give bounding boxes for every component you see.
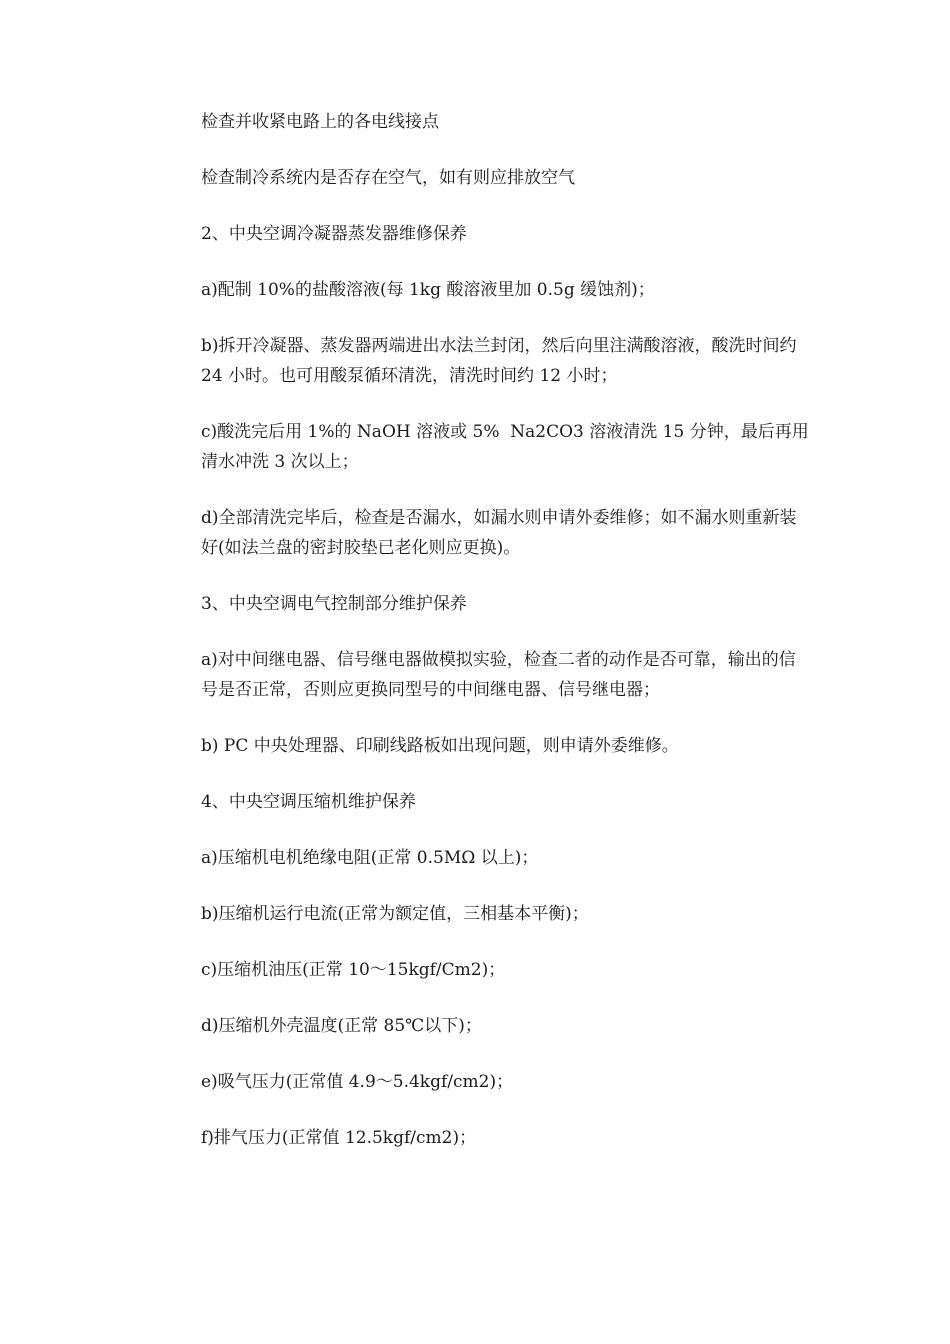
paragraph-check-air-in-system: 检查制冷系统内是否存在空气，如有则应排放空气 <box>201 168 575 188</box>
document-body <box>201 107 811 1179</box>
list-item-shell-temperature: d)压缩机外壳温度(正常 85℃以下)； <box>201 1016 482 1036</box>
list-item-suction-pressure: e)吸气压力(正常值 4.9～5.4kgf/cm2)； <box>201 1072 514 1092</box>
list-item-insulation-resistance: a)压缩机电机绝缘电阻(正常 0.5MΩ 以上)； <box>201 848 539 868</box>
list-item-prepare-acid: a)配制 10%的盐酸溶液(每 1kg 酸溶液里加 0.5g 缓蚀剂)； <box>201 280 655 300</box>
section-heading-condenser-evaporator: 2、中央空调冷凝器蒸发器维修保养 <box>201 224 467 244</box>
list-item-relay-test: a)对中间继电器、信号继电器做模拟实验，检查二者的动作是否可靠，输出的信号是否正常，否则应更换同型号的中间继电器、信号继电器； <box>201 650 796 700</box>
paragraph-check-wire-contacts: 检查并收紧电路上的各电线接点 <box>201 112 439 132</box>
list-item-leak-check: d)全部清洗完毕后，检查是否漏水，如漏水则申请外委维修；如不漏水则重新装好(如法兰盘的密封胶垫已老化则应更换)。 <box>201 508 797 558</box>
list-item-neutralize-rinse: c)酸洗完后用 1%的 NaOH 溶液或 5% Na2CO3 溶液清洗 15 分钟，最后再用清水冲洗 3 次以上； <box>201 422 809 472</box>
list-item-running-current: b)压缩机运行电流(正常为额定值，三相基本平衡)； <box>201 904 589 924</box>
section-heading-compressor: 4、中央空调压缩机维护保养 <box>201 792 416 812</box>
list-item-discharge-pressure: f)排气压力(正常值 12.5kgf/cm2)； <box>201 1128 477 1148</box>
list-item-acid-wash: b)拆开冷凝器、蒸发器两端进出水法兰封闭，然后向里注满酸溶液，酸洗时间约 24 小时。也可用酸泵循环清洗，清洗时间约 12 小时； <box>201 336 802 386</box>
list-item-pc-board: b) PC 中央处理器、印刷线路板如出现问题，则申请外委维修。 <box>201 736 679 756</box>
section-heading-electrical-control: 3、中央空调电气控制部分维护保养 <box>201 594 467 614</box>
list-item-oil-pressure: c)压缩机油压(正常 10～15kgf/Cm2)； <box>201 960 506 980</box>
